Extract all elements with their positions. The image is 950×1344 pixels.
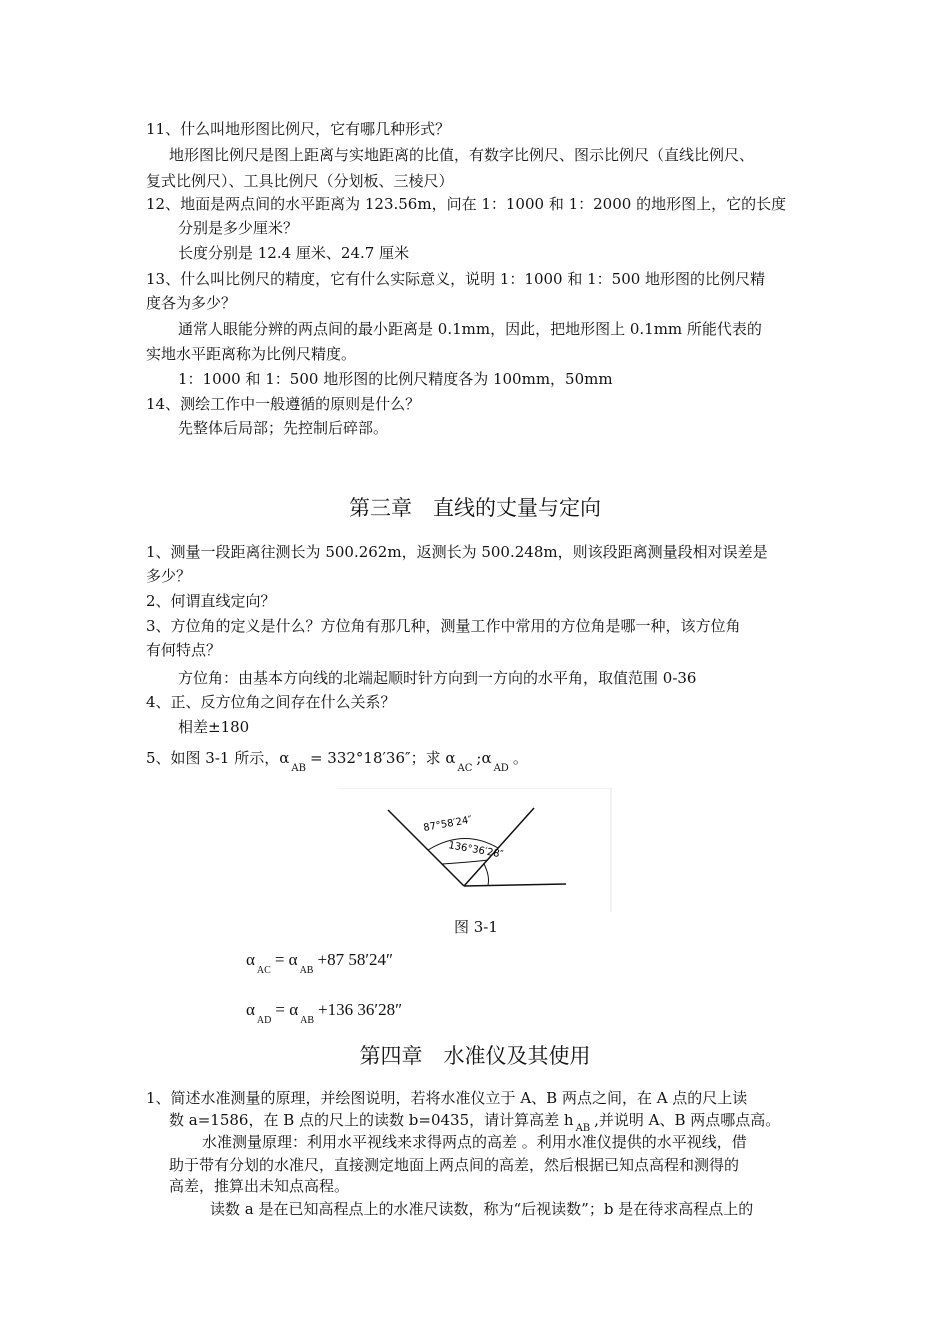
ch4-answer-1-line1: 水准测量原理：利用水平视线来求得两点的高差 。利用水准仪提供的水平视线，借 bbox=[202, 1133, 747, 1151]
question-13-line1: 13、什么叫比例尺的精度，它有什么实际意义，说明 1：1000 和 1：500 地形图的比例尺精 bbox=[146, 270, 766, 288]
subscript-ac: AC bbox=[457, 763, 473, 774]
formula-ad-rhs-sub: AB bbox=[300, 1015, 315, 1026]
formula-ac-eq: = α bbox=[274, 950, 298, 969]
formula-ad-tail: +136 36′28″ bbox=[318, 1000, 403, 1019]
answer-14: 先整体后局部；先控制后碎部。 bbox=[178, 419, 389, 437]
formula-ad-eq: = α bbox=[275, 1000, 299, 1019]
ch4-question-1-line2 bbox=[169, 1110, 780, 1133]
ch4-answer-1-line3: 高差，推算出未知点高程。 bbox=[169, 1177, 350, 1195]
formula-ac-tail: +87 58′24″ bbox=[317, 950, 394, 969]
formula-ad-lhs-sub: AD bbox=[256, 1015, 272, 1026]
ch4-answer-1-line2: 助于带有分划的水准尺，直接测定地面上两点间的高差，然后根据已知点高程和测得的 bbox=[169, 1156, 740, 1174]
angle-label-2: 136°36′28″ bbox=[447, 840, 505, 861]
question-12-line1: 12、地面是两点间的水平距离为 123.56m，问在 1：1000 和 1：2000 的地形图上，它的长度 bbox=[146, 195, 787, 213]
question-12-line2: 分别是多少厘米？ bbox=[178, 219, 299, 237]
ch3-question-3-line1: 3、方位角的定义是什么？方位角有那几种，测量工作中常用的方位角是哪一种，该方位角 bbox=[146, 617, 741, 635]
subscript-ab: AB bbox=[291, 763, 306, 774]
formula-ad-lhs: α bbox=[246, 1000, 255, 1019]
ch3-answer-3: 方位角：由基本方向线的北端起顺时针方向到一方向的水平角，取值范围 0-36 bbox=[178, 669, 697, 687]
ch4-question-1-line1: 1、简述水准测量的原理，并绘图说明，若将水准仪立于 A、B 两点之间，在 A 点的尺上读 bbox=[146, 1089, 748, 1107]
ch3-question-4: 4、正、反方位角之间存在什么关系？ bbox=[146, 693, 396, 711]
question-5-value: = 332°18′36″；求 α bbox=[309, 749, 456, 767]
formula-ac bbox=[246, 950, 394, 976]
angle-label-1: 87°58′24″ bbox=[422, 814, 473, 834]
chapter-4-title: 第四章 水准仪及其使用 bbox=[359, 1044, 591, 1068]
ch4-q1-tail: ,并说明 A、B 两点哪点高。 bbox=[594, 1111, 781, 1129]
formula-ac-rhs-sub: AB bbox=[299, 965, 314, 976]
question-5-end: 。 bbox=[512, 749, 528, 767]
answer-13-line1: 通常人眼能分辨的两点间的最小距离是 0.1mm，因此，把地形图上 0.1mm 所能代表的 bbox=[178, 320, 762, 338]
ch4-answer-1-line4: 读数 a 是在已知高程点上的水准尺读数，称为“后视读数”；b 是在待求高程点上的 bbox=[210, 1200, 754, 1218]
question-13-line2: 度各为多少？ bbox=[146, 294, 237, 312]
chapter-3-title: 第三章 直线的丈量与定向 bbox=[349, 496, 601, 520]
angle-arc-3 bbox=[484, 864, 489, 885]
subscript-ad: AD bbox=[493, 763, 509, 774]
ch3-question-1-line1: 1、测量一段距离往测长为 500.262m，返测长为 500.248m，则该段距离测量段相对误差是 bbox=[146, 543, 768, 561]
answer-11-line2: 复式比例尺）、工具比例尺（分划板、三棱尺） bbox=[146, 172, 454, 190]
answer-11-line1: 地形图比例尺是图上距离与实地距离的比值，有数字比例尺、图示比例尺（直线比例尺、 bbox=[169, 146, 755, 164]
answer-12: 长度分别是 12.4 厘米、24.7 厘米 bbox=[178, 244, 410, 262]
question-5-sep: ;α bbox=[476, 749, 492, 767]
figure-3-1 bbox=[338, 788, 612, 912]
formula-ad bbox=[246, 1000, 403, 1026]
ch4-q1-sub-ab: AB bbox=[575, 1123, 591, 1134]
ch3-question-2: 2、何谓直线定向？ bbox=[146, 592, 276, 610]
question-11: 11、什么叫地形图比例尺，它有哪几种形式？ bbox=[146, 120, 451, 138]
answer-13-line3: 1：1000 和 1：500 地形图的比例尺精度各为 100mm，50mm bbox=[178, 370, 613, 388]
ch3-question-5 bbox=[146, 748, 528, 774]
ch3-question-3-line2: 有何特点？ bbox=[146, 641, 222, 659]
formula-ac-lhs-sub: AC bbox=[256, 965, 271, 976]
figure-caption: 图 3-1 bbox=[454, 918, 498, 936]
ch4-q1-text: 数 a=1586，在 B 点的尺上的读数 b=0435，请计算高差 h bbox=[169, 1111, 574, 1129]
question-5-text: 5、如图 3-1 所示，α bbox=[146, 749, 290, 767]
direction-line-ad bbox=[464, 884, 566, 886]
formula-ac-lhs: α bbox=[246, 950, 255, 969]
ch3-answer-4: 相差±180 bbox=[178, 718, 250, 736]
ch3-question-1-line2: 多少？ bbox=[146, 567, 192, 585]
angle-arc-2 bbox=[442, 860, 488, 864]
answer-13-line2: 实地水平距离称为比例尺精度。 bbox=[146, 345, 357, 363]
question-14: 14、测绘工作中一般遵循的原则是什么？ bbox=[146, 395, 421, 413]
